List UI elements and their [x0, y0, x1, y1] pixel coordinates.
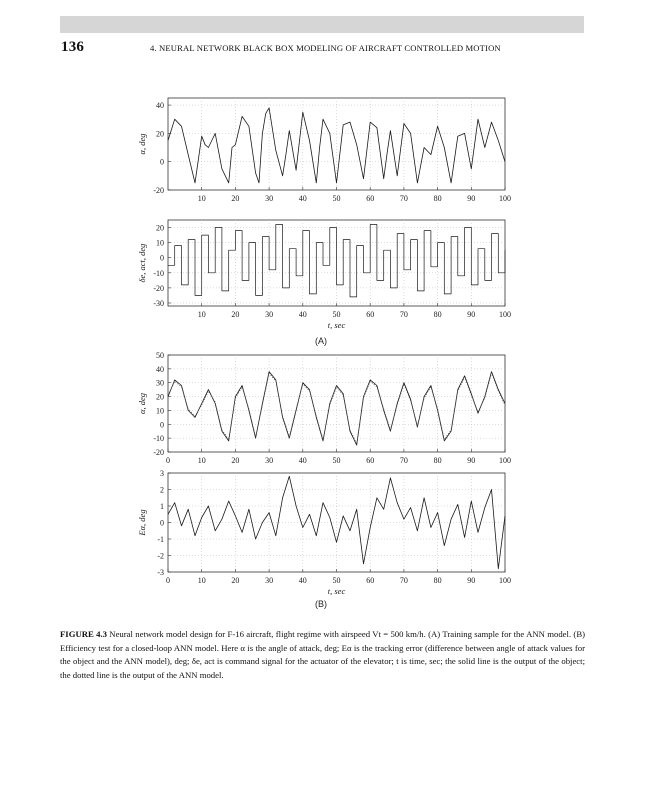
y-axis-label: α, deg — [137, 133, 147, 155]
y-tick-label: 10 — [156, 238, 164, 248]
y-tick-label: -20 — [153, 448, 164, 457]
y-tick-label: -30 — [153, 298, 164, 308]
y-tick-label: 0 — [160, 518, 164, 528]
y-tick-label: -2 — [157, 551, 164, 561]
y-tick-label: 20 — [156, 223, 164, 233]
x-tick-label: 30 — [265, 576, 274, 585]
y-tick-label: -20 — [153, 283, 164, 293]
x-tick-label: 50 — [332, 456, 341, 465]
panel-a-label: (A) — [315, 336, 327, 346]
x-tick-label: 60 — [366, 456, 375, 465]
y-axis-label: δe, act, deg — [137, 243, 147, 283]
y-tick-label: 0 — [160, 420, 164, 430]
running-head: 4. NEURAL NETWORK BLACK BOX MODELING OF AIRCRAFT CONTROLLED MOTION — [150, 43, 501, 53]
x-tick-label: 80 — [433, 456, 442, 465]
y-tick-label: -20 — [153, 186, 164, 195]
y-tick-label: -3 — [157, 568, 164, 577]
caption-label: FIGURE 4.3 — [60, 629, 107, 639]
x-tick-label: 30 — [265, 310, 274, 319]
x-tick-label: 100 — [499, 194, 511, 203]
x-tick-label: 20 — [231, 194, 240, 203]
x-tick-label: 80 — [433, 194, 442, 203]
x-tick-label: 90 — [467, 576, 476, 585]
x-tick-label: 80 — [433, 576, 442, 585]
y-tick-label: 20 — [156, 129, 164, 139]
x-tick-label: 70 — [399, 456, 408, 465]
x-axis-label: t, sec — [327, 320, 346, 330]
x-tick-label: 30 — [265, 194, 274, 203]
x-tick-label: 90 — [467, 310, 476, 319]
y-tick-label: -10 — [153, 434, 164, 444]
x-tick-label: 10 — [197, 310, 206, 319]
page-number: 136 — [61, 39, 85, 55]
y-tick-label: -10 — [153, 268, 164, 278]
y-tick-label: 0 — [160, 253, 164, 263]
x-tick-label: 70 — [399, 310, 408, 319]
x-axis-label: t, sec — [327, 586, 346, 596]
y-tick-label: 40 — [156, 364, 164, 374]
x-tick-label: 40 — [298, 194, 307, 203]
x-tick-label: 0 — [166, 576, 170, 585]
x-tick-label: 50 — [332, 194, 341, 203]
y-tick-label: -1 — [157, 535, 164, 544]
x-tick-label: 40 — [298, 456, 307, 465]
x-tick-label: 40 — [298, 310, 307, 319]
x-tick-label: 90 — [467, 194, 476, 203]
x-tick-label: 10 — [197, 576, 206, 585]
x-tick-label: 100 — [499, 456, 511, 465]
x-tick-label: 60 — [366, 310, 375, 319]
x-tick-label: 70 — [399, 576, 408, 585]
y-tick-label: 10 — [156, 406, 164, 416]
y-tick-label: 2 — [160, 485, 164, 495]
y-tick-label: 50 — [156, 351, 164, 360]
x-tick-label: 50 — [332, 576, 341, 585]
x-tick-label: 20 — [231, 310, 240, 319]
y-tick-label: 3 — [160, 469, 164, 478]
x-tick-label: 30 — [265, 456, 274, 465]
y-tick-label: 0 — [160, 157, 164, 167]
x-tick-label: 40 — [298, 576, 307, 585]
x-tick-label: 20 — [231, 576, 240, 585]
x-tick-label: 60 — [366, 576, 375, 585]
x-tick-label: 100 — [499, 310, 511, 319]
x-tick-label: 80 — [433, 310, 442, 319]
y-tick-label: 30 — [156, 378, 164, 388]
y-tick-label: 1 — [160, 502, 164, 511]
caption-text: Neural network model design for F-16 aircraft, flight regime with airspeed Vt = 500 km/h. (A) Training sample for the ANN model. (B) Efficiency test for a closed-loop ANN model. Here α is the angle of attack, deg; Eα is the tracking error (difference between angle of attack values for the object and the ANN model), deg; δe, act is command signal for the actuator of the elevator; t is time, sec; the solid line is the output of the object; the dotted line is the output of the ANN model. — [60, 629, 586, 680]
y-tick-label: 20 — [156, 392, 164, 402]
x-tick-label: 70 — [399, 194, 408, 203]
y-axis-label: Eα, deg — [137, 509, 147, 536]
x-tick-label: 60 — [366, 194, 375, 203]
x-tick-label: 100 — [499, 576, 511, 585]
panel-b-label: (B) — [315, 599, 327, 609]
x-tick-label: 10 — [197, 194, 206, 203]
x-tick-label: 10 — [197, 456, 206, 465]
x-tick-label: 50 — [332, 310, 341, 319]
x-tick-label: 90 — [467, 456, 476, 465]
figure-caption — [60, 628, 585, 682]
y-tick-label: 40 — [156, 101, 164, 111]
y-axis-label: α, deg — [137, 393, 147, 414]
x-tick-label: 20 — [231, 456, 240, 465]
x-tick-label: 0 — [166, 456, 170, 465]
